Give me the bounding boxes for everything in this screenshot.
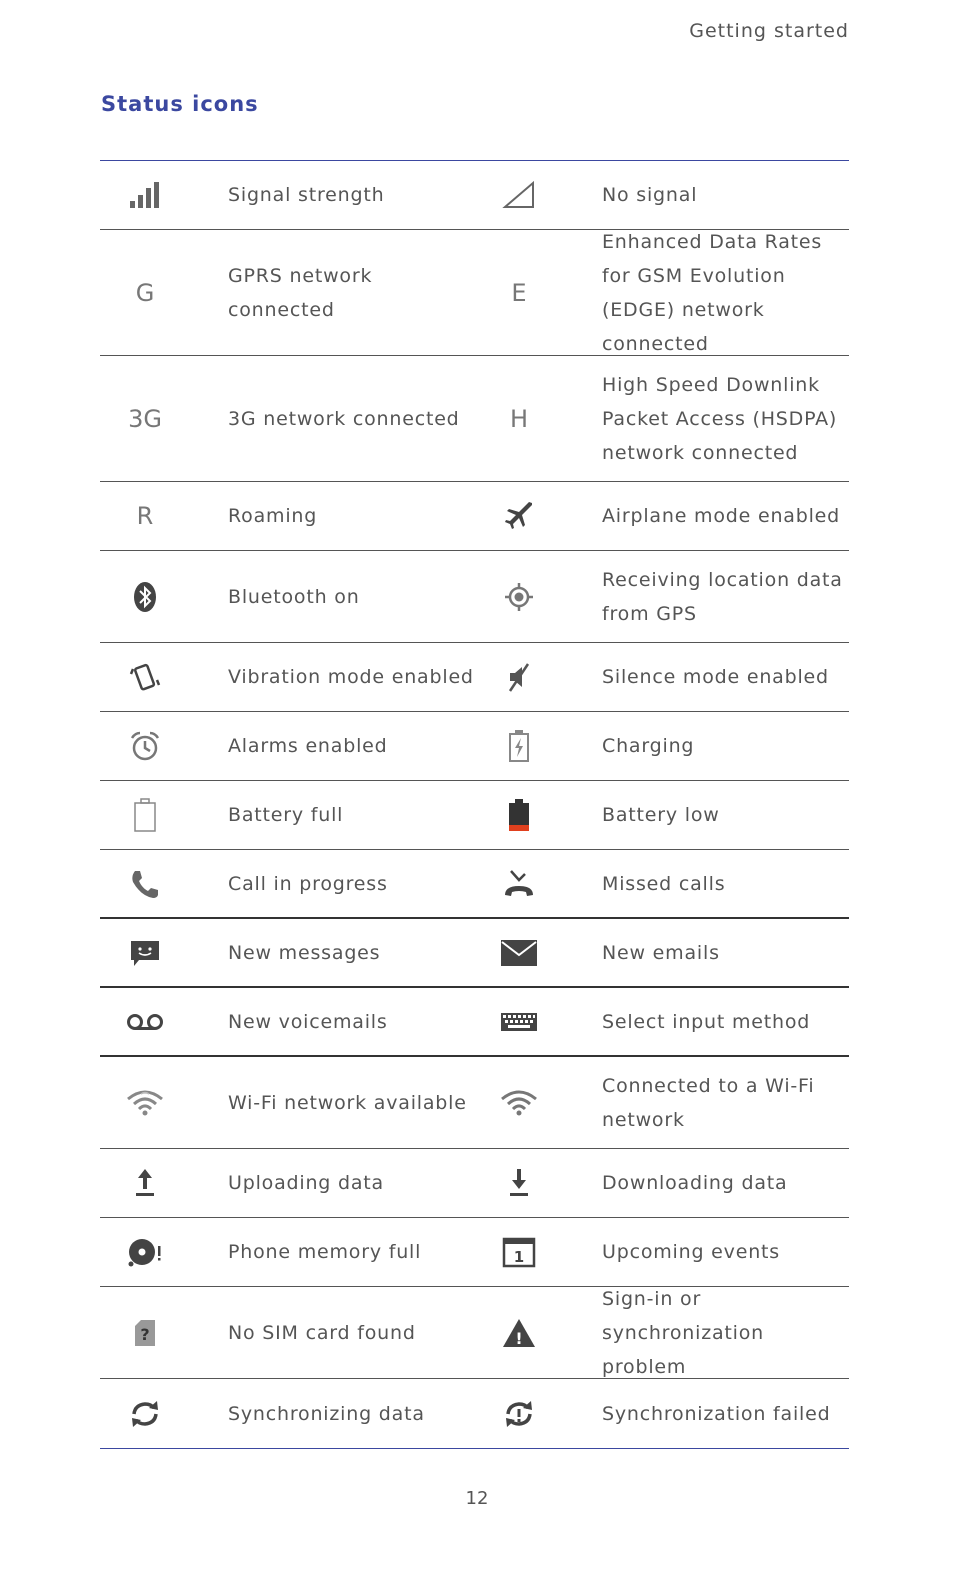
table-row bbox=[100, 643, 849, 712]
table-row bbox=[100, 1218, 849, 1287]
row-label-right: Sign-in or synchronization problem bbox=[602, 1287, 765, 1378]
chapter-header: Getting started bbox=[689, 20, 849, 42]
row-label-left: Synchronizing data bbox=[228, 1402, 425, 1425]
warning-glyph: ! bbox=[515, 1328, 523, 1348]
row-label-right: New emails bbox=[602, 941, 720, 964]
row-label-left: Alarms enabled bbox=[228, 735, 388, 757]
3g-glyph: 3G bbox=[128, 404, 162, 433]
calendar-glyph: 1 bbox=[513, 1248, 525, 1266]
table-row bbox=[100, 781, 849, 850]
voicemail-icon bbox=[100, 1012, 190, 1032]
alarm-icon bbox=[100, 730, 190, 762]
email-icon bbox=[474, 939, 564, 967]
row-label-right: Upcoming events bbox=[602, 1241, 780, 1263]
no-signal-icon bbox=[474, 180, 564, 210]
edge-glyph: E bbox=[511, 278, 527, 307]
sync-icon bbox=[100, 1398, 190, 1430]
row-label-right: Synchronization failed bbox=[602, 1402, 831, 1425]
roaming-icon bbox=[100, 502, 190, 530]
upload-icon bbox=[100, 1167, 190, 1199]
no-sim-glyph: ? bbox=[140, 1324, 150, 1344]
row-label-left: Phone memory full bbox=[228, 1241, 422, 1263]
table-row bbox=[100, 230, 849, 356]
row-label-right: Battery low bbox=[602, 804, 720, 826]
signal-strength-icon bbox=[100, 180, 190, 210]
wifi-connected-icon bbox=[474, 1088, 564, 1118]
call-icon bbox=[100, 868, 190, 900]
table-row bbox=[100, 919, 849, 988]
table-row bbox=[100, 850, 849, 919]
battery-full-icon bbox=[100, 798, 190, 832]
row-label-right: Silence mode enabled bbox=[602, 666, 829, 688]
no-sim-icon bbox=[100, 1318, 190, 1348]
row-label-left: New voicemails bbox=[228, 1010, 388, 1033]
missed-call-icon bbox=[474, 868, 564, 900]
table-row bbox=[100, 551, 849, 643]
row-label-right: Charging bbox=[602, 735, 695, 757]
row-label-left: Battery full bbox=[228, 804, 344, 826]
wifi-available-icon bbox=[100, 1088, 190, 1118]
sync-failed-icon bbox=[474, 1398, 564, 1430]
memory-full-icon bbox=[100, 1236, 190, 1268]
table-row bbox=[100, 1149, 849, 1218]
row-label-left: Signal strength bbox=[228, 184, 385, 206]
warning-icon bbox=[474, 1317, 564, 1349]
message-icon bbox=[100, 938, 190, 968]
row-label-right: No signal bbox=[602, 184, 698, 206]
row-label-right: Select input method bbox=[602, 1010, 811, 1033]
row-label-right: Airplane mode enabled bbox=[602, 505, 841, 527]
table-row bbox=[100, 482, 849, 551]
table-row bbox=[100, 712, 849, 781]
hsdpa-icon bbox=[474, 405, 564, 433]
hsdpa-glyph: H bbox=[509, 404, 529, 433]
row-label-right: Receiving location data from GPS bbox=[602, 568, 843, 625]
calendar-icon bbox=[474, 1236, 564, 1268]
row-label-left: Roaming bbox=[228, 505, 318, 527]
gprs-glyph: G bbox=[135, 278, 155, 307]
page-number: 12 bbox=[465, 1488, 489, 1509]
table-row bbox=[100, 988, 849, 1057]
gps-icon bbox=[474, 581, 564, 613]
row-label-right: Missed calls bbox=[602, 872, 726, 895]
table-row bbox=[100, 1287, 849, 1379]
vibration-icon bbox=[100, 661, 190, 693]
row-label-right: High Speed Downlink Packet Access (HSDPA) network connected bbox=[602, 373, 838, 464]
status-icons-table bbox=[100, 160, 849, 1449]
row-label-left: No SIM card found bbox=[228, 1321, 416, 1344]
row-label-left: 3G network connected bbox=[228, 407, 460, 430]
bluetooth-icon bbox=[100, 581, 190, 613]
row-label-right: Connected to a Wi-Fi network bbox=[602, 1074, 815, 1131]
gprs-icon bbox=[100, 279, 190, 307]
row-label-left: Call in progress bbox=[228, 872, 388, 895]
row-label-left: Wi-Fi network available bbox=[228, 1091, 467, 1114]
edge-icon bbox=[474, 279, 564, 307]
download-icon bbox=[474, 1167, 564, 1199]
table-row bbox=[100, 1379, 849, 1448]
row-label-right: Enhanced Data Rates for GSM Evolution (EDGE) network connected bbox=[602, 230, 823, 355]
row-label-left: Vibration mode enabled bbox=[228, 666, 474, 688]
table-row bbox=[100, 1057, 849, 1149]
roaming-glyph: R bbox=[136, 502, 154, 530]
row-label-left: New messages bbox=[228, 941, 381, 964]
silence-icon bbox=[474, 661, 564, 693]
row-label-left: Bluetooth on bbox=[228, 585, 360, 608]
section-title: Status icons bbox=[101, 92, 259, 116]
row-label-left: GPRS network connected bbox=[228, 264, 373, 321]
table-row bbox=[100, 161, 849, 230]
table-row bbox=[100, 356, 849, 482]
battery-low-icon bbox=[474, 798, 564, 832]
charging-icon bbox=[474, 729, 564, 763]
row-label-left: Uploading data bbox=[228, 1172, 384, 1194]
3g-icon bbox=[100, 405, 190, 433]
keyboard-icon bbox=[474, 1012, 564, 1032]
airplane-icon bbox=[474, 500, 564, 532]
row-label-right: Downloading data bbox=[602, 1172, 788, 1194]
